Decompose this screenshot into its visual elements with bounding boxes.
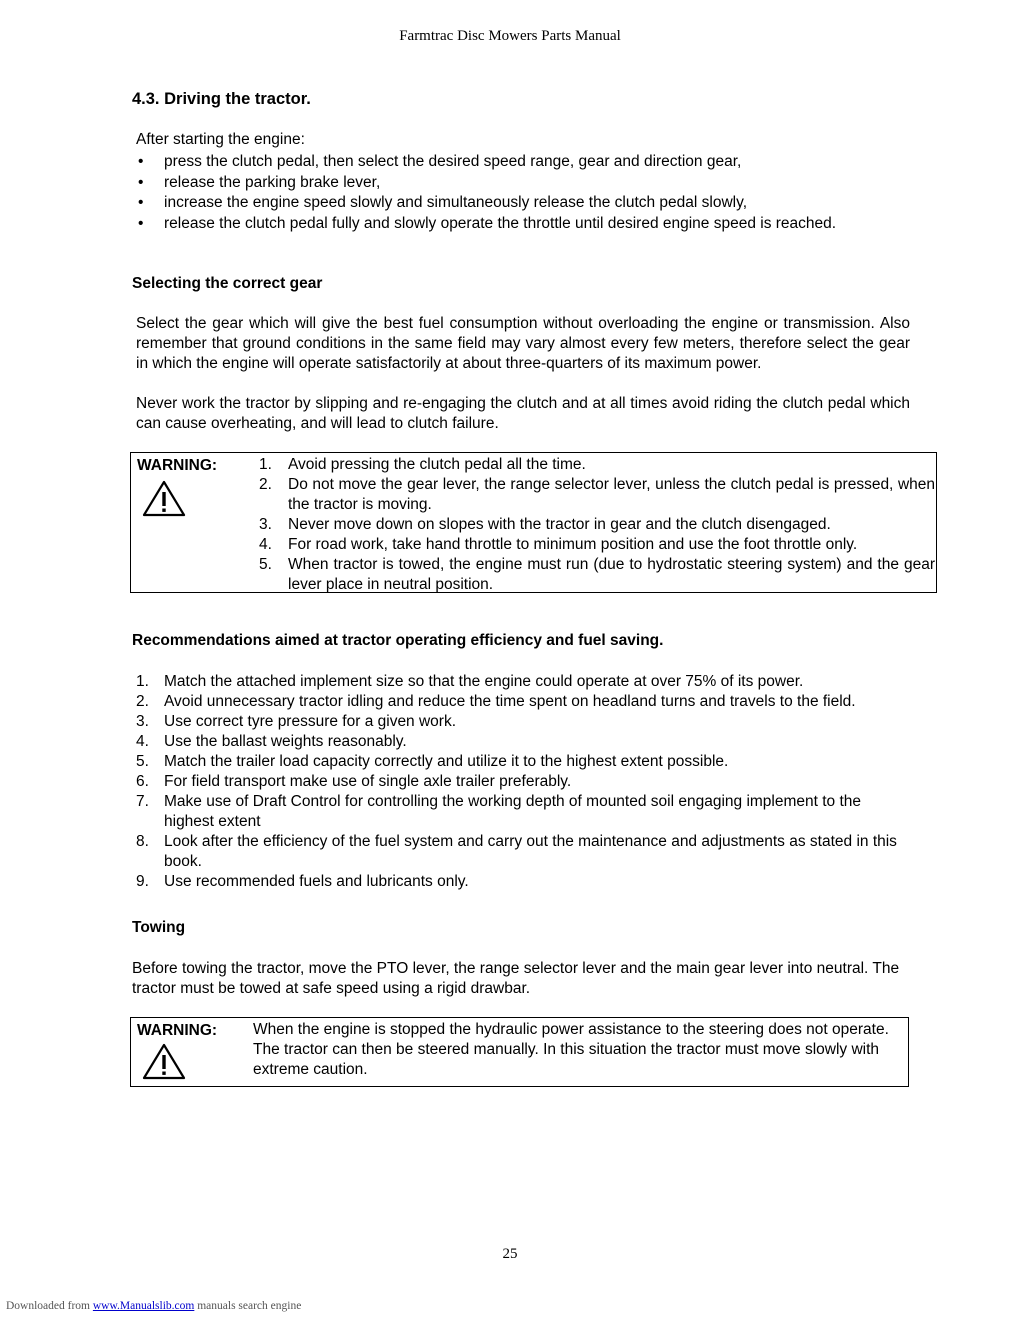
section-title: 4.3. Driving the tractor.: [132, 90, 311, 108]
list-item: 1. Match the attached implement size so that the engine could operate at over 75% of its power.: [136, 673, 804, 690]
towing-heading: Towing: [132, 919, 186, 936]
gear-heading: Selecting the correct gear: [132, 275, 323, 292]
manualslib-link[interactable]: www.Manualslib.com: [92, 1300, 195, 1312]
list-item: • increase the engine speed slowly and simultaneously release the clutch pedal slowly,: [136, 193, 910, 214]
list-item: 2. Avoid unnecessary tractor idling and reduce the time spent on headland turns and travels to the field.: [136, 693, 856, 710]
page-number: 25: [502, 1246, 518, 1262]
list-item: 2. Do not move the gear lever, the range selector lever, unless the clutch pedal is pressed, when the tractor is moving.: [259, 476, 935, 513]
list-item: • release the clutch pedal fully and slowly operate the throttle until desired engine speed is reached.: [136, 214, 910, 235]
list-item: • release the parking brake lever,: [136, 173, 910, 194]
list-item: 7. Make use of Draft Control for controlling the working depth of mounted soil engaging implement to the highest extent: [136, 793, 862, 830]
warning-triangle-icon: [141, 1042, 187, 1082]
list-item: 4. Use the ballast weights reasonably.: [136, 733, 407, 750]
list-item: 9. Use recommended fuels and lubricants only.: [136, 873, 469, 890]
running-header: Farmtrac Disc Mowers Parts Manual: [399, 28, 621, 44]
warning-text: When the engine is stopped the hydraulic power assistance to the steering does not operate. The tractor can then be steered manually. In this situation the tractor must move slowly with extreme caution.: [253, 1021, 889, 1078]
warning-box-towing: [130, 1017, 909, 1087]
list-item: 5. Match the trailer load capacity correctly and utilize it to the highest extent possible.: [136, 753, 729, 770]
towing-paragraph: Before towing the tractor, move the PTO lever, the range selector lever and the main gear lever into neutral. The tractor must be towed at safe speed using a rigid drawbar.: [132, 960, 900, 997]
list-item: 8. Look after the efficiency of the fuel system and carry out the maintenance and adjustments as stated in this book.: [136, 833, 897, 870]
gear-paragraph-2: Never work the tractor by slipping and re-engaging the clutch and at all times avoid riding the clutch pedal which can cause overheating, and will lead to clutch failure.: [136, 395, 910, 432]
warning-label: WARNING:: [137, 457, 218, 474]
download-footer: [6, 1300, 301, 1312]
list-item: 1. Avoid pressing the clutch pedal all the time.: [259, 456, 586, 473]
startup-steps-list: [136, 152, 910, 234]
list-item: 3. Use correct tyre pressure for a given work.: [136, 713, 457, 730]
list-item: 6. For field transport make use of single axle trailer preferably.: [136, 773, 572, 790]
gear-paragraph-1: Select the gear which will give the best fuel consumption without overloading the engine or transmission. Also remember that ground conditions in the same field may vary almost every few meters, therefore select the gear in which the engine will operate satisfactorily at about three-quarters of its maximum power.: [136, 315, 910, 372]
warning-list: [259, 455, 935, 595]
recommendations-list: [136, 672, 910, 892]
footer-prefix: Downloaded from: [6, 1300, 93, 1312]
footer-suffix: manuals search engine: [194, 1300, 302, 1312]
list-item: 3. Never move down on slopes with the tractor in gear and the clutch disengaged.: [259, 516, 831, 533]
warning-label: WARNING:: [137, 1022, 218, 1039]
warning-box-clutch: [130, 452, 937, 593]
list-item: • press the clutch pedal, then select the desired speed range, gear and direction gear,: [136, 152, 910, 173]
intro-text: After starting the engine:: [136, 131, 305, 148]
recommendations-heading: Recommendations aimed at tractor operating efficiency and fuel saving.: [132, 632, 664, 649]
warning-triangle-icon: [141, 479, 187, 519]
list-item: 4. For road work, take hand throttle to minimum position and use the foot throttle only.: [259, 536, 858, 553]
list-item: 5. When tractor is towed, the engine must run (due to hydrostatic steering system) and the gear lever place in neutral position.: [259, 556, 935, 593]
